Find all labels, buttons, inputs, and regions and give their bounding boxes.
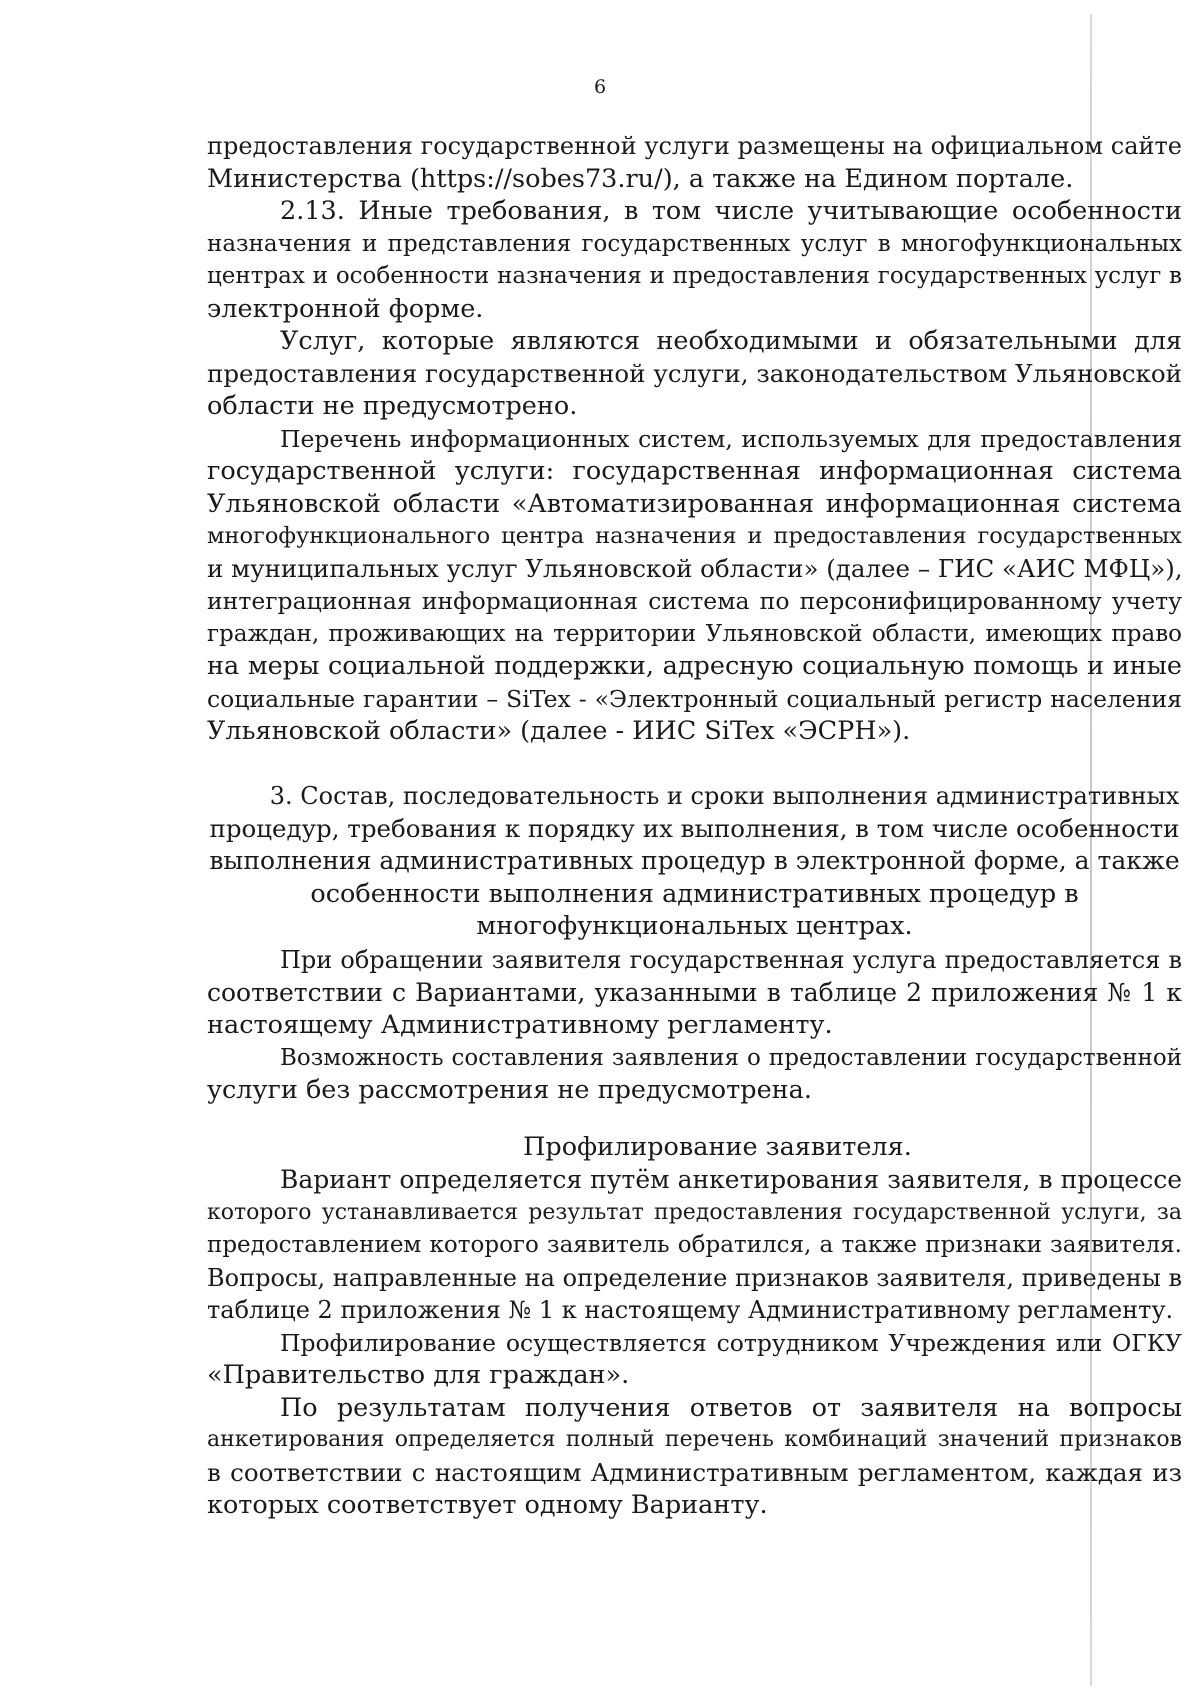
- paragraph-line: интеграционная информационная система по персонифицированному учету: [207, 587, 1182, 615]
- paragraph-line: Профилирование осуществляется сотрудником Учреждения или ОГКУ: [280, 1328, 1182, 1357]
- body-text-bottom: [207, 1164, 1182, 1522]
- page-number: 6: [593, 76, 607, 98]
- paragraph-line: центрах и особенности назначения и предоставления государственных услуг в: [207, 263, 1182, 289]
- paragraph-line: Возможность составления заявления о предоставлении государственной: [280, 1044, 1182, 1071]
- heading-line: многофункциональных центрах.: [476, 911, 913, 941]
- paragraph-line: государственной услуги: государственная информационная система: [207, 456, 1182, 486]
- paragraph-line: граждан, проживающих на территории Ульяновской области, имеющих право: [207, 620, 1182, 647]
- paragraph-line: назначения и представления государственных услуг в многофункциональных: [207, 230, 1182, 257]
- paragraph-line: настоящему Административному регламенту.: [207, 1010, 833, 1040]
- paragraph-line: По результатам получения ответов от заявителя на вопросы: [280, 1392, 1182, 1423]
- paragraph-line: 2.13. Иные требования, в том числе учитывающие особенности: [280, 196, 1182, 226]
- body-text-middle: [207, 944, 1182, 1107]
- paragraph-line: в соответствии с настоящим Административным регламентом, каждая из: [207, 1457, 1182, 1487]
- paragraph-line: таблице 2 приложения № 1 к настоящему Административному регламенту.: [207, 1296, 1174, 1324]
- paragraph-line: Ульяновской области «Автоматизированная информационная система: [207, 488, 1182, 519]
- paragraph-line: которых соответствует одному Варианту.: [207, 1490, 768, 1520]
- paragraph-line: услуги без рассмотрения не предусмотрена.: [207, 1075, 812, 1105]
- paragraph-line: Перечень информационных систем, используемых для предоставления: [280, 424, 1182, 453]
- body-text-top: [207, 130, 1182, 748]
- heading-line: Профилирование заявителя.: [523, 1132, 912, 1162]
- heading-line: выполнения административных процедур в электронной форме, а также: [209, 846, 1180, 875]
- paragraph-line: Вопросы, направленные на определение признаков заявителя, приведены в: [207, 1263, 1182, 1292]
- paragraph-line: Услуг, которые являются необходимыми и обязательными для: [280, 326, 1182, 356]
- heading-line: особенности выполнения административных процедур в: [310, 878, 1079, 909]
- paragraph-line: предоставлением которого заявитель обратился, а также признаки заявителя.: [207, 1232, 1182, 1258]
- paragraph-line: соответствии с Вариантами, указанными в таблице 2 приложения № 1 к: [207, 977, 1182, 1007]
- paragraph-line: и муниципальных услуг Ульяновской области» (далее – ГИС «АИС МФЦ»),: [207, 553, 1183, 583]
- paragraph-line: области не предусмотрено.: [207, 391, 578, 421]
- paragraph-line: на меры социальной поддержки, адресную социальную помощь и иные: [207, 651, 1182, 681]
- paragraph-line: Ульяновской области» (далее - ИИС SiTex «ЭСРН»).: [207, 716, 911, 746]
- paragraph-line: многофункционального центра назначения и предоставления государственных: [207, 523, 1182, 549]
- paragraph-line: Вариант определяется путём анкетирования заявителя, в процессе: [280, 1165, 1182, 1194]
- paragraph-line: предоставления государственной услуги, законодательством Ульяновской: [207, 358, 1182, 388]
- section-3-heading: [207, 780, 1182, 943]
- heading-line: 3. Состав, последовательность и сроки выполнения административных: [269, 782, 1180, 810]
- paragraph-line: предоставления государственной услуги размещены на официальном сайте: [207, 132, 1182, 160]
- paragraph-line: Министерства (https://sobes73.ru/), а также на Едином портале.: [207, 163, 1074, 194]
- paragraph-line: При обращении заявителя государственная услуга предоставляется в: [280, 946, 1182, 974]
- heading-line: процедур, требования к порядку их выполнения, в том числе особенности: [209, 813, 1180, 843]
- paragraph-line: которого устанавливается результат предоставления государственной услуги, за: [207, 1199, 1182, 1225]
- paragraph-line: электронной форме.: [207, 293, 484, 324]
- paragraph-line: «Правительство для граждан».: [207, 1360, 630, 1390]
- paragraph-line: социальные гарантии – SiTex - «Электронный социальный регистр населения: [207, 684, 1182, 713]
- profiling-heading: [207, 1131, 1182, 1164]
- paragraph-line: анкетирования определяется полный перечень комбинаций значений признаков: [207, 1427, 1182, 1452]
